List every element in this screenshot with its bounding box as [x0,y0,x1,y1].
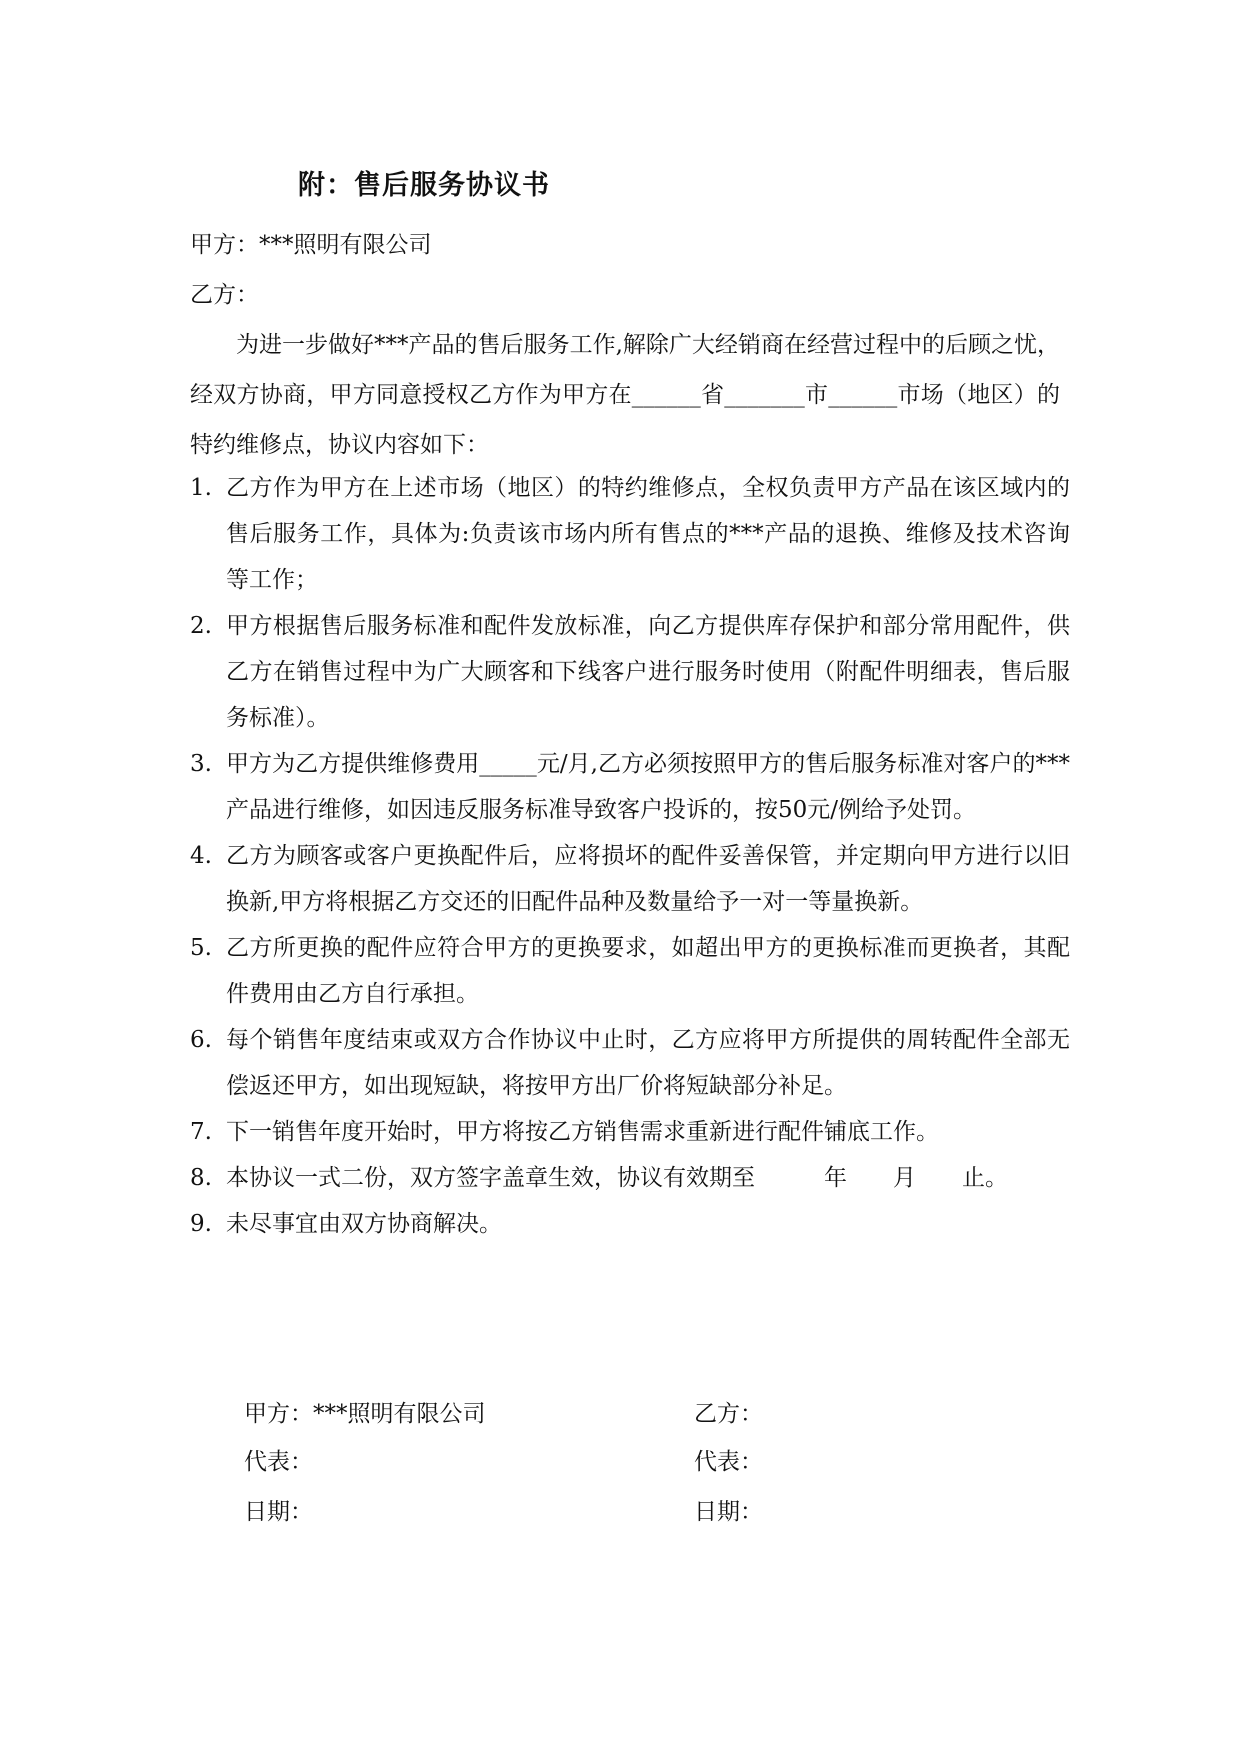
signature-party-b-rep: 代表： [694,1449,763,1475]
clause-number: 1. [190,475,212,501]
clause-text: 乙方所更换的配件应符合甲方的更换要求，如超出甲方的更换标准而更换者，其配件费用由乙方自行承担。 [226,935,1070,1007]
clause-text: 本协议一式二份，双方签字盖章生效，协议有效期至 年 月 止。 [226,1165,1008,1191]
party-b-line: 乙方： [190,282,259,308]
clause-number: 9. [190,1211,212,1237]
clause-number: 2. [190,613,212,639]
intro-paragraph: 为进一步做好***产品的售后服务工作,解除广大经销商在经营过程中的后顾之忧，经双方协商，甲方同意授权乙方作为甲方在______省_______市______市场（地区）的特约维修点，协议内容如下： [190,332,1060,458]
clause-number: 5. [190,935,212,961]
clause-text: 乙方为顾客或客户更换配件后，应将损坏的配件妥善保管，并定期向甲方进行以旧换新,甲方将根据乙方交还的旧配件品种及数量给予一对一等量换新。 [226,843,1070,915]
signature-party-b-date: 日期： [694,1499,763,1525]
clause-item [190,925,1070,1017]
clause-item [190,833,1070,925]
signature-party-a-date: 日期： [244,1499,313,1525]
clause-text: 未尽事宜由双方协商解决。 [226,1211,502,1237]
signature-party-b-name: 乙方： [694,1401,763,1427]
signature-party-a-name: 甲方：***照明有限公司 [244,1401,486,1427]
clause-text: 每个销售年度结束或双方合作协议中止时，乙方应将甲方所提供的周转配件全部无偿返还甲方，如出现短缺，将按甲方出厂价将短缺部分补足。 [226,1027,1070,1099]
clause-text: 甲方为乙方提供维修费用_____元/月,乙方必须按照甲方的售后服务标准对客户的***产品进行维修，如因违反服务标准导致客户投诉的，按50元/例给予处罚。 [226,751,1070,823]
clause-number: 7. [190,1119,212,1145]
clause-item [190,1017,1070,1109]
clause-item [190,741,1070,833]
document-title: 附：售后服务协议书 [298,170,550,201]
clause-item [190,603,1070,741]
clause-number: 3. [190,751,212,777]
clause-item [190,1201,1070,1247]
clause-text: 下一销售年度开始时，甲方将按乙方销售需求重新进行配件铺底工作。 [226,1119,939,1145]
clause-item [190,1155,1070,1201]
clause-number: 4. [190,843,212,869]
clause-number: 6. [190,1027,212,1053]
clause-text: 甲方根据售后服务标准和配件发放标准，向乙方提供库存保护和部分常用配件，供乙方在销售过程中为广大顾客和下线客户进行服务时使用（附配件明细表，售后服务标准）。 [226,613,1070,731]
clause-text: 乙方作为甲方在上述市场（地区）的特约维修点，全权负责甲方产品在该区域内的售后服务工作，具体为:负责该市场内所有售点的***产品的退换、维修及技术咨询等工作； [226,475,1070,593]
party-a-line: 甲方：***照明有限公司 [190,232,432,258]
signature-party-a-rep: 代表： [244,1449,313,1475]
clause-item [190,465,1070,603]
clause-number: 8. [190,1165,212,1191]
clause-list [190,465,1070,1247]
clause-item [190,1109,1070,1155]
